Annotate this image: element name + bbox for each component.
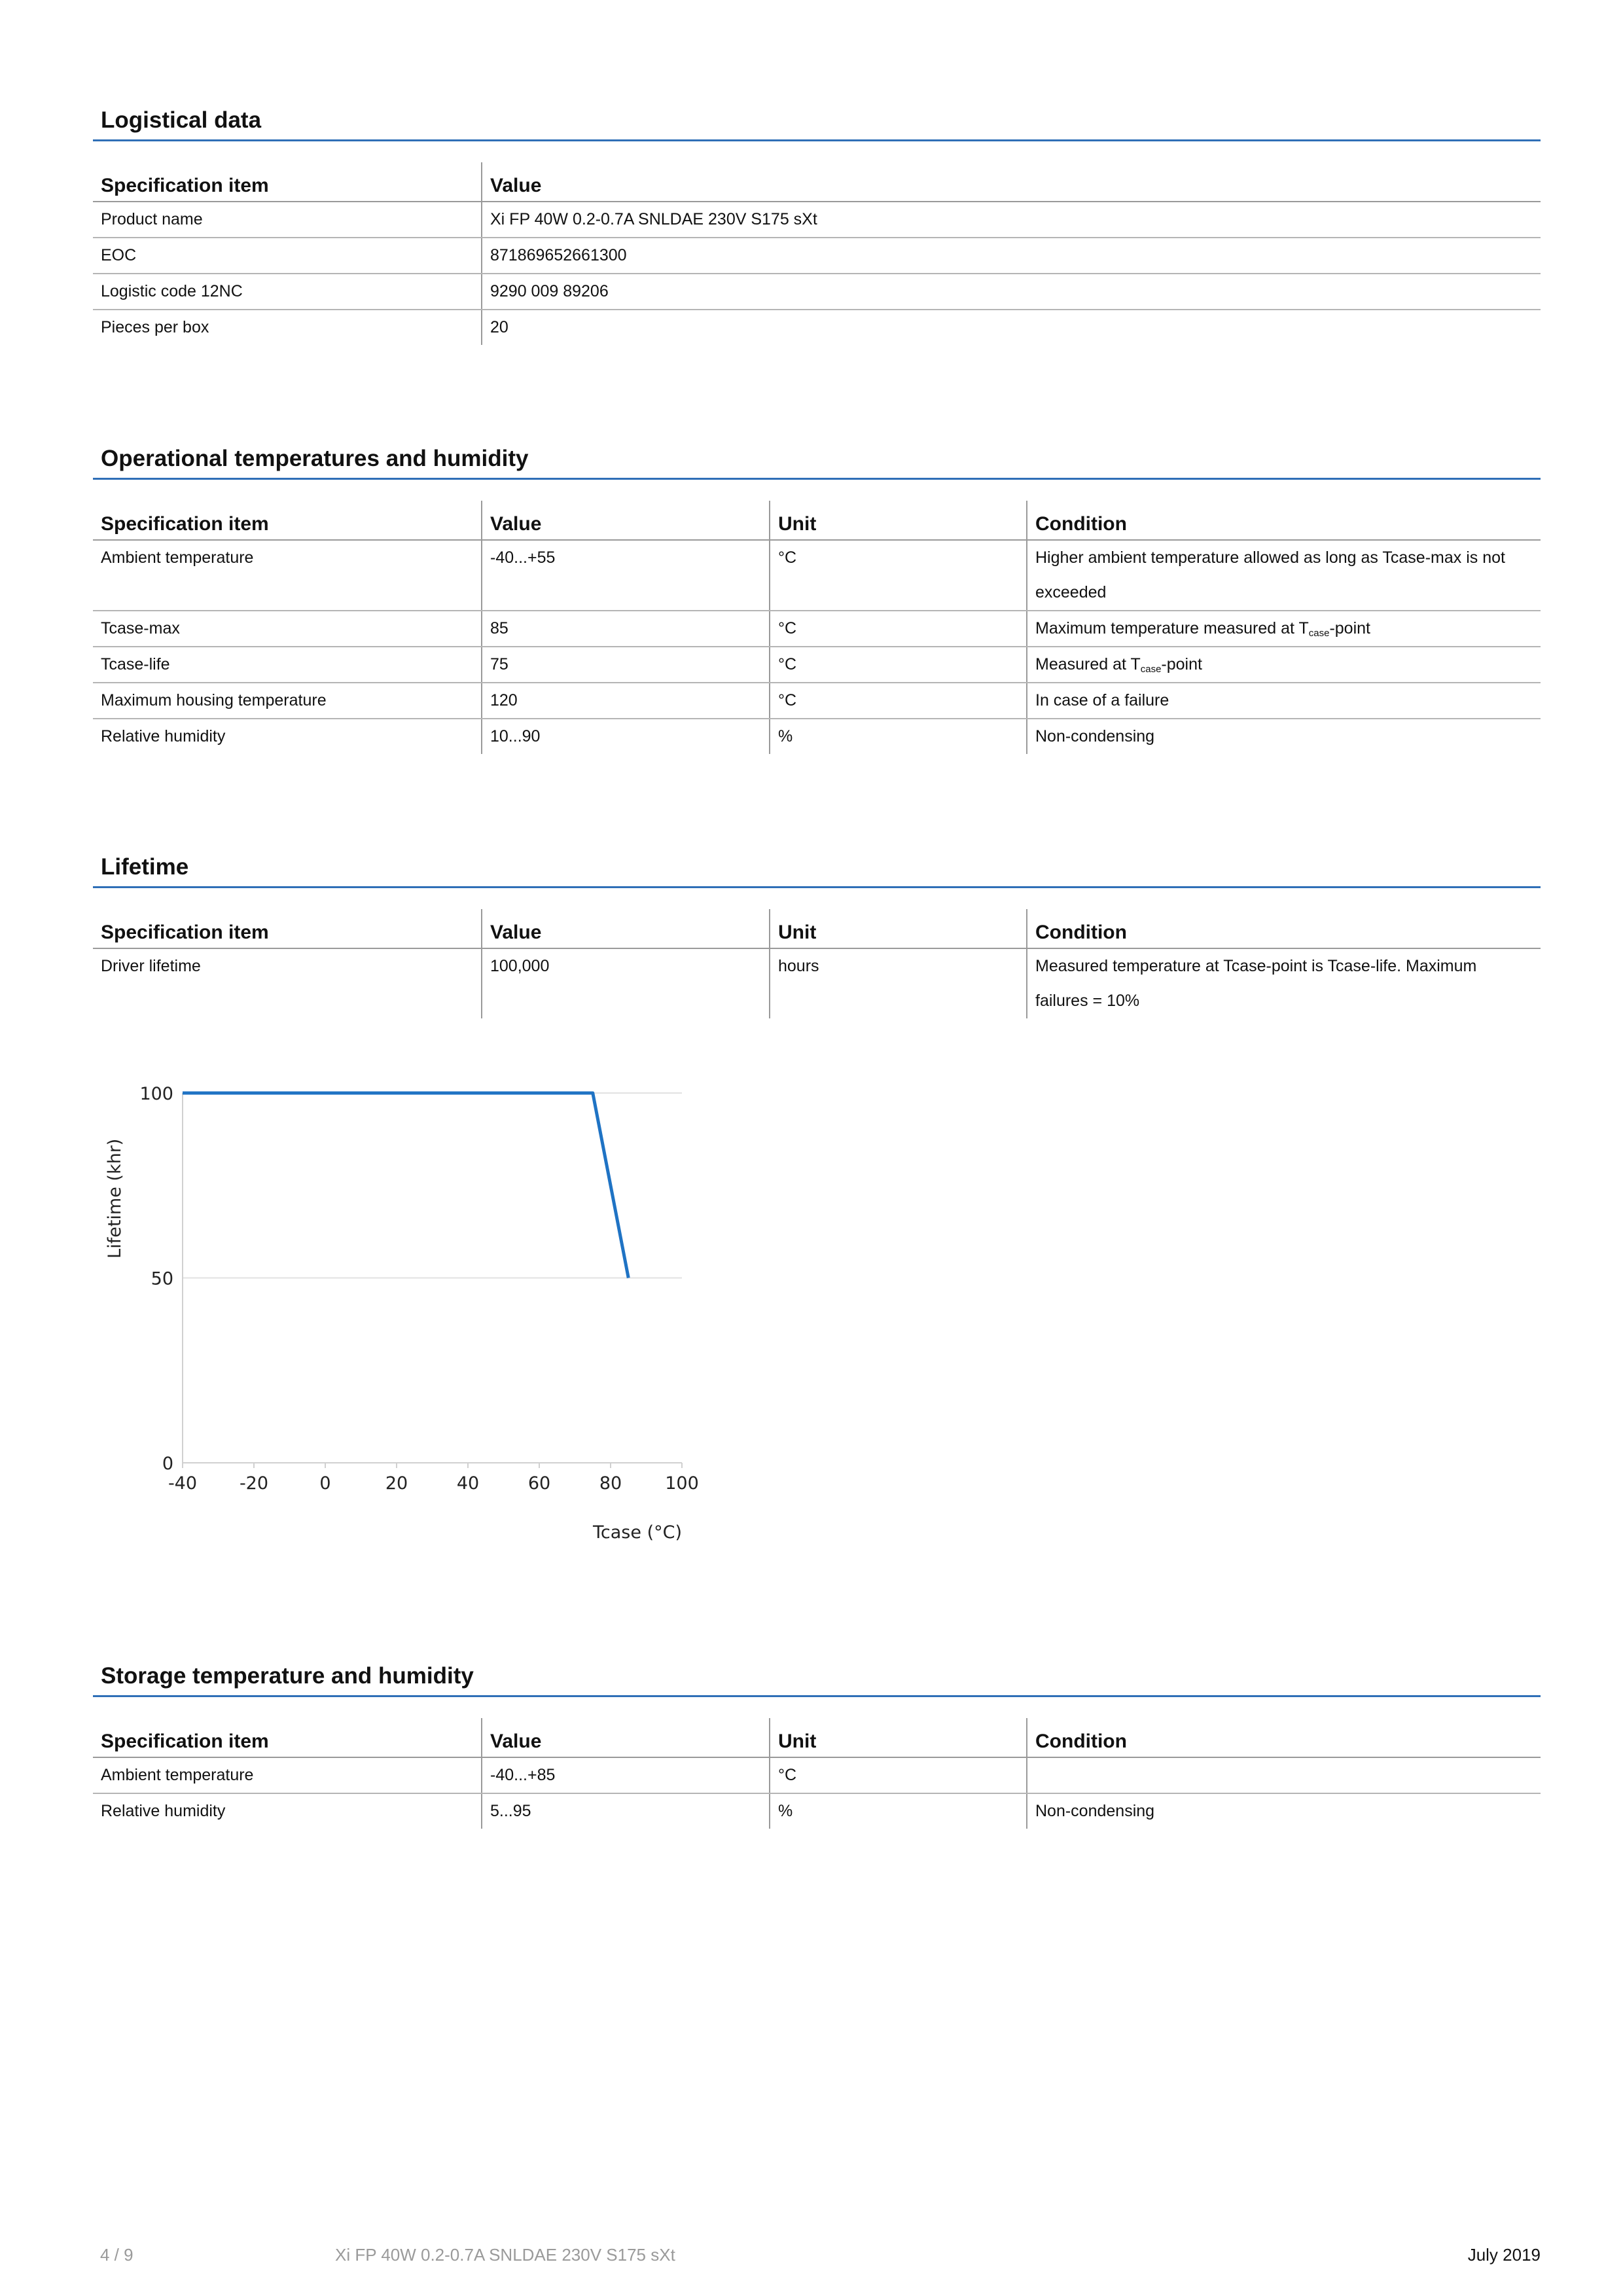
table-cell: % — [770, 1793, 1027, 1829]
table-cell: Pieces per box — [101, 318, 209, 336]
section-rule — [93, 478, 1541, 480]
table-cell: 20 — [482, 310, 1541, 345]
x-axis-label: Tcase (°C) — [593, 1522, 682, 1543]
section-rule — [93, 886, 1541, 888]
table-cell: Relative humidity — [101, 727, 226, 745]
table-cell: Measured temperature at Tcase-point is Tcase-life. Maximum failures = 10% — [1027, 948, 1541, 1018]
y-tick-label: 0 — [162, 1454, 173, 1474]
storage-table — [93, 1718, 1541, 1829]
table-cell: °C — [770, 683, 1027, 719]
footer-page-number: 4 / 9 — [100, 2245, 134, 2265]
table-row — [93, 540, 1541, 611]
table-cell: 10...90 — [482, 719, 770, 754]
x-tick-label: 40 — [456, 1473, 480, 1494]
y-tick-label: 50 — [151, 1268, 173, 1289]
table-cell: °C — [770, 1757, 1027, 1793]
lifetime-chart — [98, 1073, 700, 1558]
column-header: Specification item — [93, 162, 482, 202]
table-cell: 85 — [482, 611, 770, 647]
x-tick-label: 60 — [527, 1473, 551, 1494]
operational-table — [93, 501, 1541, 754]
lifetime-table — [93, 909, 1541, 1018]
x-tick-label: -20 — [239, 1473, 269, 1494]
column-header: Specification item — [93, 1718, 482, 1757]
table-cell: Product name — [93, 202, 482, 238]
table-cell: Maximum housing temperature — [93, 683, 482, 719]
y-tick-label: 100 — [139, 1084, 173, 1104]
table-cell: °C — [770, 611, 1027, 647]
table-cell: Non-condensing — [1027, 719, 1541, 754]
table-cell: Measured at $T_{case}$-point — [1027, 647, 1541, 683]
table-row — [93, 310, 1541, 345]
table-cell: 9290 009 89206 — [482, 274, 1541, 310]
column-header: Condition — [1027, 1718, 1541, 1757]
section-rule — [93, 1695, 1541, 1697]
operational-section — [93, 440, 1541, 754]
table-cell: °C — [770, 647, 1027, 683]
column-header: Value — [482, 909, 770, 948]
column-header: Value — [482, 1718, 770, 1757]
table-cell: In case of a failure — [1027, 683, 1541, 719]
table-cell: Xi FP 40W 0.2-0.7A SNLDAE 230V S175 sXt — [482, 202, 1541, 238]
logistical-section — [93, 101, 1541, 345]
table-row — [93, 202, 1541, 238]
table-cell: °C — [770, 540, 1027, 611]
table-cell: Relative humidity — [101, 1802, 226, 1820]
storage-section — [93, 1657, 1541, 1829]
table-cell: Tcase-life — [93, 647, 482, 683]
table-row — [93, 719, 1541, 754]
table-row — [93, 611, 1541, 647]
section-rule — [93, 139, 1541, 141]
table-cell: -40...+55 — [482, 540, 770, 611]
table-cell: Driver lifetime — [101, 957, 201, 975]
x-tick-label: 20 — [385, 1473, 408, 1494]
x-tick-label: -40 — [168, 1473, 198, 1494]
section-title: Storage temperature and humidity — [101, 1663, 474, 1689]
section-title: Logistical data — [101, 107, 262, 133]
table-row — [93, 683, 1541, 719]
table-row — [93, 1757, 1541, 1793]
table-cell: Logistic code 12NC — [93, 274, 482, 310]
table-row — [93, 1793, 1541, 1829]
table-row — [93, 274, 1541, 310]
table-cell: Higher ambient temperature allowed as long as Tcase-max is not exceeded — [1027, 540, 1541, 611]
table-cell: Ambient temperature — [93, 1757, 482, 1793]
table-cell: 120 — [482, 683, 770, 719]
table-cell: EOC — [93, 238, 482, 274]
x-tick-label: 100 — [665, 1473, 699, 1494]
table-cell: 100,000 — [482, 948, 770, 1018]
table-cell: 871869652661300 — [482, 238, 1541, 274]
table-cell: Non-condensing — [1027, 1793, 1541, 1829]
column-header: Value — [482, 501, 770, 540]
table-cell: Maximum temperature measured at $T_{case}$-point — [1027, 611, 1541, 647]
footer-date: July 2019 — [1467, 2245, 1541, 2265]
table-cell: 75 — [482, 647, 770, 683]
y-axis-label: Lifetime (khr) — [105, 1138, 125, 1259]
x-tick-label: 0 — [319, 1473, 331, 1494]
lifetime-series-line — [183, 1093, 628, 1278]
column-header: Unit — [770, 1718, 1027, 1757]
column-header: Condition — [1027, 909, 1541, 948]
table-cell — [1027, 1757, 1541, 1793]
column-header: Condition — [1027, 501, 1541, 540]
column-header: Specification item — [93, 909, 482, 948]
column-header: Unit — [770, 909, 1027, 948]
table-cell: Tcase-max — [93, 611, 482, 647]
logistical-table — [93, 162, 1541, 345]
column-header: Specification item — [93, 501, 482, 540]
section-title: Operational temperatures and humidity — [101, 446, 529, 471]
x-tick-label: 80 — [599, 1473, 622, 1494]
table-cell: hours — [770, 948, 1027, 1018]
column-header: Value — [482, 162, 1541, 202]
column-header: Unit — [770, 501, 1027, 540]
table-cell: 5...95 — [482, 1793, 770, 1829]
table-cell: % — [770, 719, 1027, 754]
table-cell: -40...+85 — [482, 1757, 770, 1793]
footer-product-name: Xi FP 40W 0.2-0.7A SNLDAE 230V S175 sXt — [335, 2245, 675, 2265]
table-row — [93, 647, 1541, 683]
table-row — [93, 238, 1541, 274]
lifetime-section — [93, 848, 1541, 1018]
table-row — [93, 948, 1541, 1018]
section-title: Lifetime — [101, 854, 189, 880]
table-cell: Ambient temperature — [93, 540, 482, 611]
